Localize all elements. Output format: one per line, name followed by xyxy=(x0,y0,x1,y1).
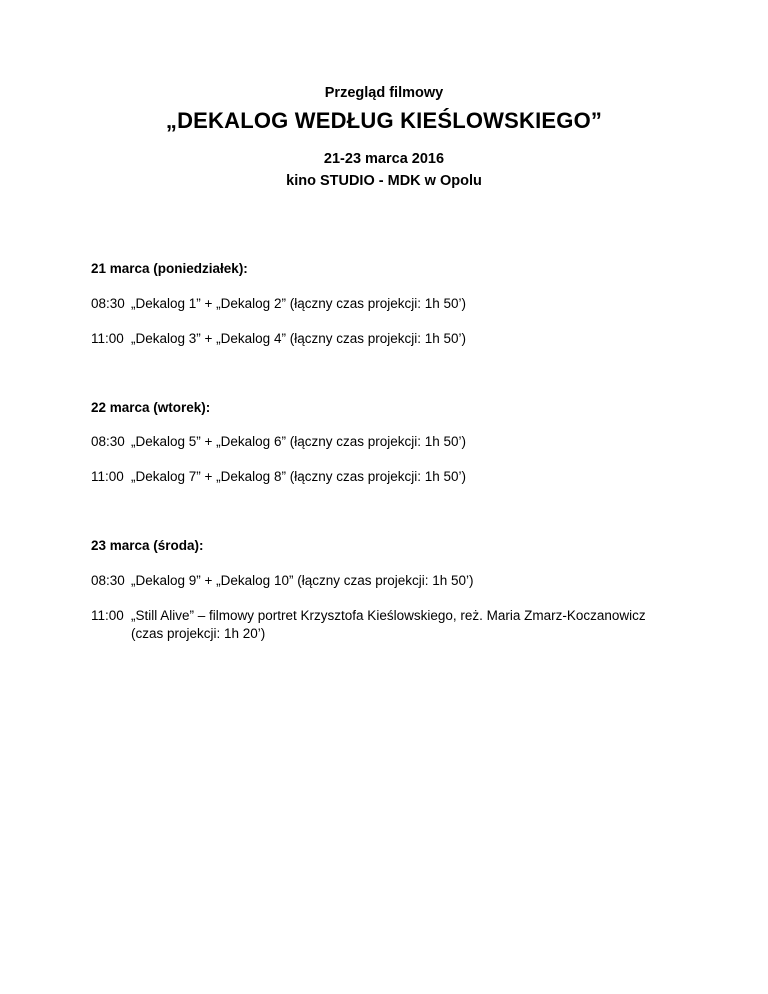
entry-description: „Still Alive” – filmowy portret Krzysztofa Kieślowskiego, reż. Maria Zmarz-Koczanowicz xyxy=(131,608,646,623)
festival-kicker: Przegląd filmowy xyxy=(324,85,444,101)
festival-title: „DEKALOG WEDŁUG KIEŚLOWSKIEGO” xyxy=(165,108,603,133)
festival-dates: 21-23 marca 2016 xyxy=(323,151,445,167)
entry-time: 08:30 xyxy=(91,296,125,311)
entry-description: „Dekalog 3” + „Dekalog 4” (łączny czas projekcji: 1h 50’) xyxy=(131,331,467,346)
entry-description: „Dekalog 7” + „Dekalog 8” (łączny czas projekcji: 1h 50’) xyxy=(131,469,467,484)
entry-time: 11:00 xyxy=(91,608,124,623)
entry-description: „Dekalog 1” + „Dekalog 2” (łączny czas projekcji: 1h 50’) xyxy=(131,296,467,311)
festival-venue: kino STUDIO - MDK w Opolu xyxy=(286,173,482,189)
entry-description: „Dekalog 9” + „Dekalog 10” (łączny czas projekcji: 1h 50’) xyxy=(131,573,474,588)
entry-time: 11:00 xyxy=(91,331,124,346)
entry-time: 08:30 xyxy=(91,434,125,449)
entry-time: 11:00 xyxy=(91,469,124,484)
day-heading-23: 23 marca (środa): xyxy=(91,538,204,553)
day-heading-21: 21 marca (poniedziałek): xyxy=(91,261,248,276)
entry-description-continued: (czas projekcji: 1h 20’) xyxy=(131,626,266,641)
day-heading-22: 22 marca (wtorek): xyxy=(91,400,211,415)
entry-time: 08:30 xyxy=(91,573,125,588)
entry-description: „Dekalog 5” + „Dekalog 6” (łączny czas projekcji: 1h 50’) xyxy=(131,434,467,449)
